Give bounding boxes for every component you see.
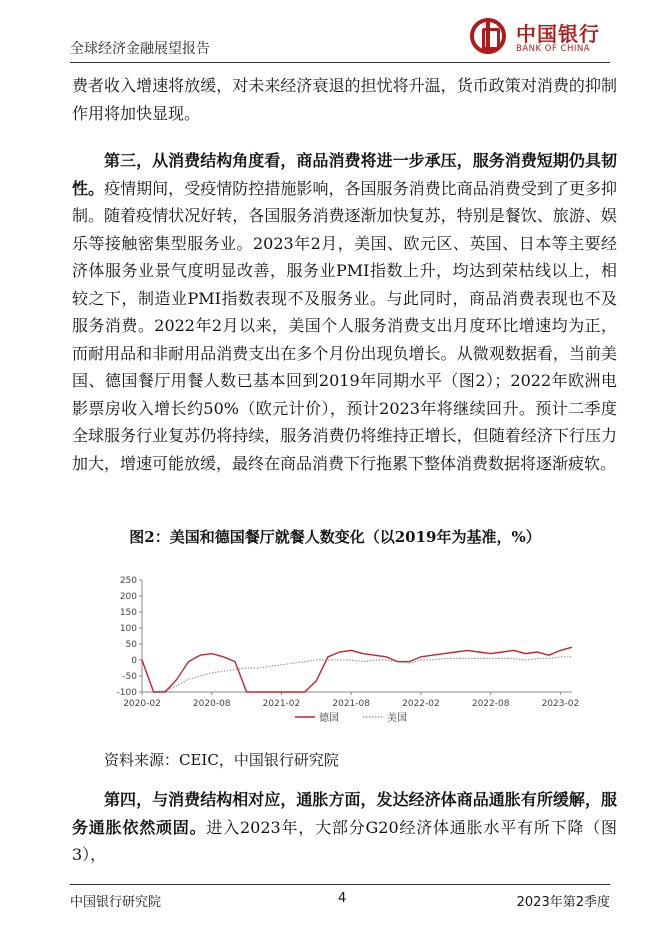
x-tick-label: 2020-02: [123, 699, 161, 709]
x-tick-label: 2021-02: [262, 699, 301, 709]
logo-chinese-name: 中国银行: [516, 22, 600, 46]
y-tick-label: 200: [119, 592, 137, 602]
report-title: 全球经济金融展望报告: [70, 41, 210, 57]
footer-period: 2023年第2季度: [516, 895, 610, 910]
paragraph-1: 费者收入增速将放缓，对未来经济衰退的担忧将升温，货币政策对消费的抑制作用将加快显现。: [72, 76, 617, 123]
paragraph-2-heading: 第三，从消费结构角度看，商品消费将进一步承压，服务消费短期仍具韧性。: [72, 151, 617, 198]
x-tick-label: 2022-08: [471, 699, 510, 709]
legend-label: 德国: [319, 713, 339, 724]
y-tick-label: -100: [116, 688, 137, 698]
x-tick-label: 2022-02: [402, 699, 440, 709]
page-header: [70, 12, 610, 63]
x-tick-label: 2023-02: [541, 699, 580, 709]
y-tick-label: -50: [122, 672, 137, 682]
footer-org: 中国银行研究院: [70, 895, 162, 910]
y-tick-label: 0: [131, 656, 137, 666]
series-line-us: [142, 657, 572, 692]
paragraph-4: [72, 786, 617, 869]
logo-english-name: BANK OF CHINA: [516, 44, 591, 54]
page-number: 4: [338, 891, 347, 906]
x-tick-label: 2020-08: [192, 699, 231, 709]
paragraph-2: [72, 147, 617, 477]
paragraph-2-body: 疫情期间，受疫情防控措施影响，各国服务消费比商品消费受到了更多抑制。随着疫情状况好转，各国服务消费逐渐加快复苏，特别是餐饮、旅游、娱乐等接触密集型服务业。2023年2月，美国、欧元区、英国、日本等主要经济体服务业景气度明显改善，服务业PMI指数上升，均达到荣枯线以上，相较之下，制造业PMI指数表现不及服务业。与此同时，商品消费表现也不及服务消费。2022年2月以来，美国个人服务消费支出月度环比增速均为正，而耐用品和非耐用品消费支出在多个月份出现负增长。从微观数据看，当前美国、德国餐厅用餐人数已基本回到2019年同期水平（图2）；2022年欧洲电影票房收入增长约50%（欧元计价），预计2023年将继续回升。预计二季度全球服务行业复苏仍将持续，服务消费仍将维持正增长，但随着经济下行压力加大，增速可能放缓，最终在商品消费下行拖累下整体消费数据将逐渐疲软。: [72, 178, 617, 473]
legend-label: 美国: [387, 713, 407, 724]
bank-of-china-logo-icon: [470, 18, 506, 54]
x-tick-label: 2021-08: [332, 699, 370, 709]
page-footer: [70, 884, 610, 915]
y-tick-label: 50: [125, 640, 137, 650]
restaurant-diners-chart: [110, 572, 580, 742]
paragraph-4-heading: 第四，与消费结构相对应，通胀方面，发达经济体商品通胀有所缓解，服务通胀依然顽固。: [72, 790, 617, 837]
series-line-germany: [142, 647, 572, 692]
y-tick-label: 250: [119, 576, 137, 586]
figure-source: 资料来源：CEIC，中国银行研究院: [104, 751, 339, 769]
bank-logo: [470, 12, 610, 60]
figure-title: 图2：美国和德国餐厅就餐人数变化（以2019年为基准，%）: [129, 528, 541, 546]
y-tick-label: 100: [119, 624, 137, 634]
y-tick-label: 150: [119, 608, 137, 618]
paragraph-4-body: 进入2023年，大部分G20经济体通胀水平有所下降（图3），: [72, 817, 617, 864]
